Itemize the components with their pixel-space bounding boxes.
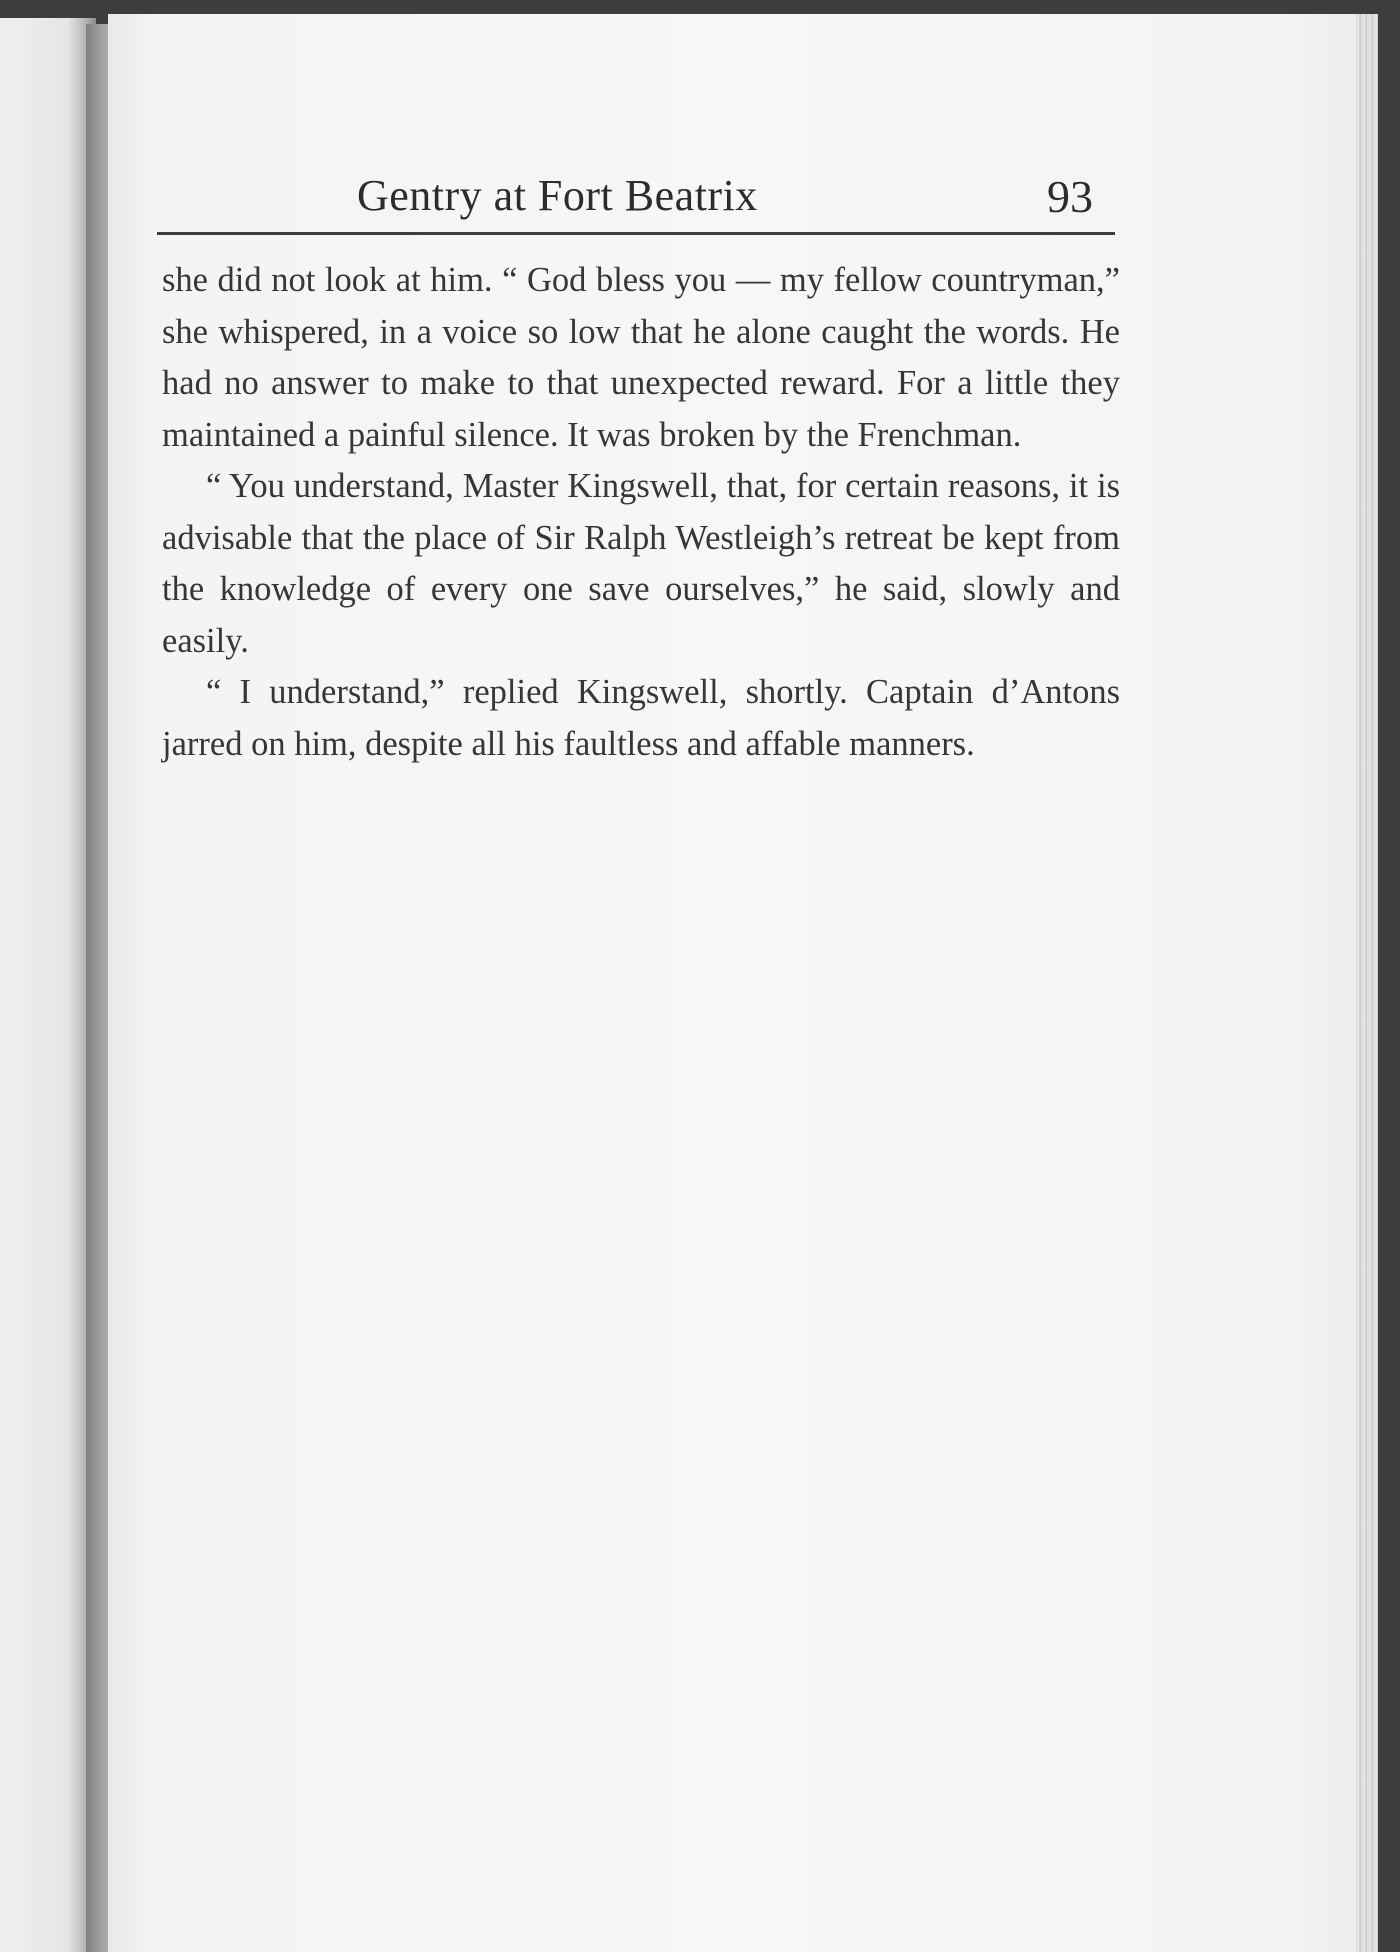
page-fore-edge	[1356, 14, 1378, 1952]
body-text	[162, 255, 1120, 770]
facing-page-edge	[0, 18, 96, 1952]
running-header	[157, 162, 1115, 235]
paragraph: “ I understand,” replied Kingswell, shortly. Captain d’Antons jarred on him, despite all his faultless and affable manners.	[162, 673, 1120, 763]
page-number: 93	[1047, 171, 1093, 222]
paragraph: she did not look at him. “ God bless you — my fellow countryman,” she whispered, in a voice so low that he alone caught the words. He had no answer to make to that unexpected reward. For a little they maintained a painful silence. It was broken by the Frenchman.	[162, 261, 1120, 454]
running-title: Gentry at Fort Beatrix	[357, 171, 758, 220]
paragraph: “ You understand, Master Kingswell, that, for certain reasons, it is advisable that the place of Sir Ralph Westleigh’s retreat be kept from the knowledge of every one save ourselves,” he said, slowly and easily.	[162, 467, 1120, 660]
